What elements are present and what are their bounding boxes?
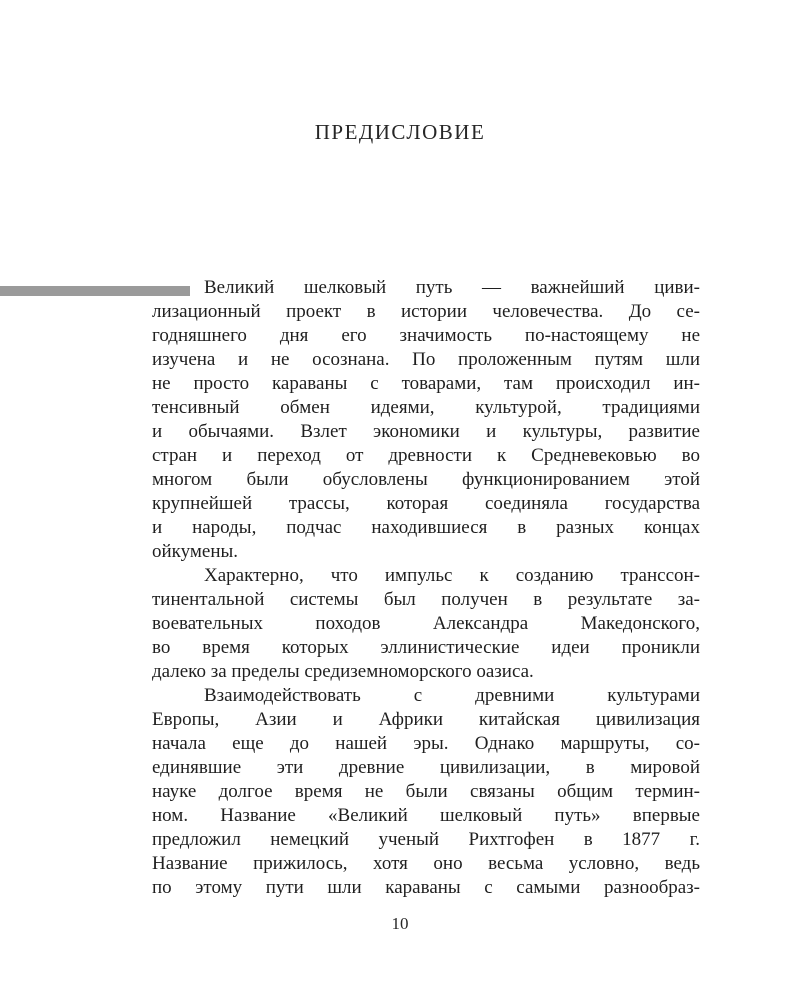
text-line: ном. Название «Великий шелковый путь» впервые: [152, 805, 700, 826]
page-number: 10: [391, 914, 409, 933]
text-line: тинентальной системы был получен в результате за-: [152, 589, 700, 610]
text-line: стран и переход от древности к Средневековью во: [152, 445, 700, 466]
text-line: Название прижилось, хотя оно весьма условно, ведь: [152, 853, 700, 874]
text-line: начала еще до нашей эры. Однако маршруты, со-: [152, 733, 700, 754]
text-line: во время которых эллинистические идеи проникли: [152, 637, 700, 658]
page-title: ПРЕДИСЛОВИЕ: [314, 120, 486, 144]
text-line: многом были обусловлены функционированием этой: [152, 469, 700, 490]
text-line: Европы, Азии и Африки китайская цивилизация: [152, 709, 700, 730]
text-line: предложил немецкий ученый Рихтгофен в 1877 г.: [152, 829, 700, 850]
text-line: ойкумены.: [152, 541, 239, 562]
text-line: тенсивный обмен идеями, культурой, традициями: [152, 397, 700, 418]
text-line: годняшнего дня его значимость по-настоящему не: [152, 325, 700, 346]
text-line: науке долгое время не были связаны общим термин-: [152, 781, 700, 802]
text-line: Великий шелковый путь — важнейший циви-: [204, 277, 700, 298]
text-line: изучена и не осознана. По проложенным путям шли: [152, 349, 700, 370]
text-line: воевательных походов Александра Македонского,: [152, 613, 700, 634]
text-line: не просто караваны с товарами, там происходил ин-: [152, 373, 700, 394]
text-line: лизационный проект в истории человечества. До се-: [152, 301, 700, 322]
body-text: [152, 276, 700, 900]
text-line: единявшие эти древние цивилизации, в мировой: [152, 757, 700, 778]
text-line: далеко за пределы средиземноморского оазиса.: [152, 661, 534, 682]
text-line: по этому пути шли караваны с самыми разнообраз-: [152, 877, 700, 898]
text-line: и народы, подчас находившиеся в разных концах: [152, 517, 700, 538]
text-line: крупнейшей трассы, которая соединяла государства: [152, 493, 700, 514]
text-line: Взаимодействовать с древними культурами: [204, 685, 700, 706]
text-line: Характерно, что импульс к созданию трансcон-: [204, 565, 700, 586]
text-line: и обычаями. Взлет экономики и культуры, развитие: [152, 421, 700, 442]
